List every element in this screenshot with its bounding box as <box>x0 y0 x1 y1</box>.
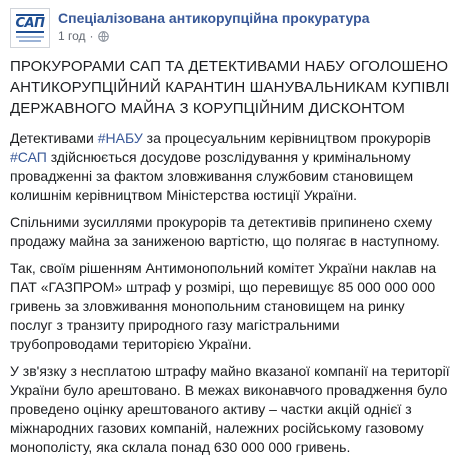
post-title: ПРОКУРОРАМИ САП ТА ДЕТЕКТИВАМИ НАБУ ОГОЛОШЕНО АНТИКОРУПЦІЙНИЙ КАРАНТИН ШАНУВАЛЬНИКАМ КУПІВЛІ ДЕРЖАВНОГО МАЙНА З КОРУПЦІЙНИМ ДИСКОНТОМ <box>10 58 450 117</box>
avatar-logo-line <box>16 36 44 38</box>
post-meta <box>58 8 370 43</box>
post-header <box>10 8 370 48</box>
post-body <box>10 56 450 465</box>
post-subline <box>58 29 370 43</box>
paragraph-text: здійснюється досудове розслідування у кримінальному провадженні за фактом зловживання службовим становищем колишнім керівництвом Міністерства юстиції України. <box>10 149 414 203</box>
page-name-link[interactable]: Спеціалізована антикорупційна прокуратура <box>58 10 370 26</box>
post-paragraph-2: Спільними зусиллями прокурорів та детективів припинено схему продажу майна за заниженою вартістю, що полягає в наступному. <box>10 214 440 249</box>
hashtag-nabu-link[interactable]: #НАБУ <box>97 130 143 146</box>
separator-dot: · <box>89 29 94 43</box>
paragraph-text: Детективами <box>10 130 98 146</box>
avatar-logo-line <box>19 40 41 42</box>
avatar[interactable] <box>10 8 50 48</box>
avatar-logo-text: САП <box>15 16 45 31</box>
post-paragraph-3: Так, своїм рішенням Антимонопольний комітет України наклав на ПАТ «ГАЗПРОМ» штраф у розмірі, що перевищує 85 000 000 000 гривень за зловживання монопольним становищем на ринку послуг з транзиту природного газу магістральними трубопроводами територією України. <box>10 260 437 352</box>
post-paragraph-4: У зв'язку з несплатою штрафу майно вказаної компанії на території України було арештовано. В межах виконавчого провадження було проведено оцінку арештованого активу – частки акцій однієї з міжнародних газових компаній, належних російському газовому монополісту, яка склала понад 630 000 000 гривень. <box>10 363 450 455</box>
post-paragraph-1 <box>10 129 450 205</box>
globe-icon[interactable] <box>98 31 109 42</box>
post-timestamp[interactable]: 1 год <box>58 29 86 43</box>
hashtag-sap-link[interactable]: #САП <box>10 149 47 165</box>
paragraph-text: за процесуальним керівництвом прокурорів <box>142 130 431 146</box>
